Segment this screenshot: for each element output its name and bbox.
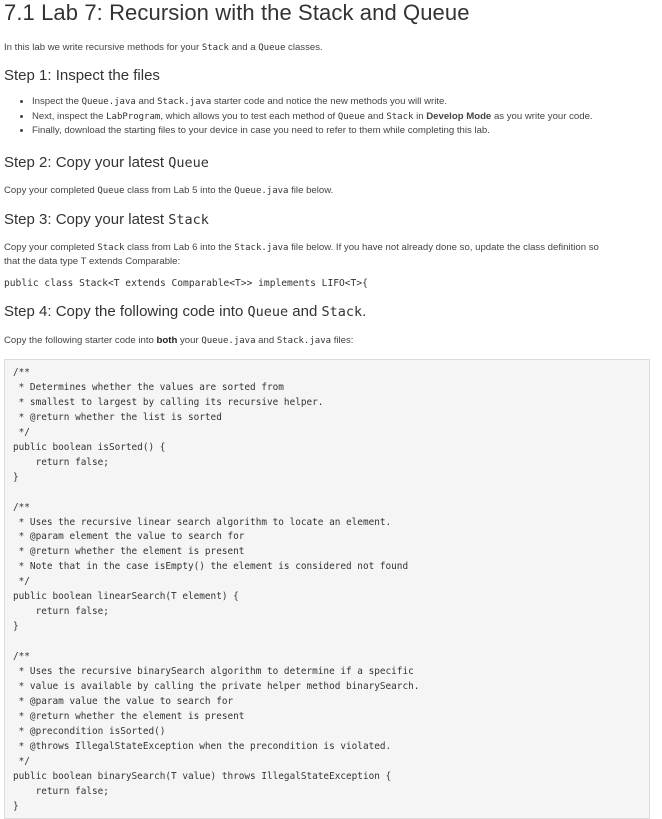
step1-bullet-3: [32, 124, 593, 139]
intro-text-c: classes.: [285, 42, 323, 53]
step2-heading-code: Queue: [168, 155, 209, 171]
code-line: * Note that in the case isEmpty() the element is considered not found: [13, 561, 409, 573]
code-line: */: [13, 576, 30, 588]
code-line: */: [13, 755, 30, 767]
code-line: * @param value the value to search for: [13, 695, 234, 707]
bullet2-text-e: as you write your code.: [491, 110, 593, 122]
intro-code-stack: Stack: [201, 43, 229, 53]
step3-text-a: Copy your completed: [4, 242, 98, 253]
step2-text-a: Copy your completed: [4, 185, 98, 196]
step3-code-stack-java: Stack.java: [234, 243, 289, 253]
step3-heading-code: Stack: [168, 212, 209, 228]
intro-text-b: and a: [228, 42, 259, 53]
code-line: * value is available by calling the private helper method binarySearch.: [13, 681, 420, 693]
step1-list: [14, 95, 593, 139]
bullet2-code-queue: Queue: [337, 111, 365, 122]
bullet2-develop-mode: Develop Mode: [426, 110, 492, 122]
bullet1-code-queue-java: Queue.java: [81, 97, 136, 107]
step2-heading: [4, 154, 209, 171]
step3-heading: [4, 211, 209, 228]
step2-code-queue-java: Queue.java: [234, 186, 289, 196]
step4-bold-both: both: [156, 335, 178, 346]
step4-heading-code-stack: Stack: [321, 304, 363, 320]
code-line: public boolean isSorted() {: [13, 441, 166, 453]
step4-heading-text2: and: [288, 303, 322, 320]
code-line: /**: [13, 501, 30, 513]
code-line: return false;: [13, 785, 109, 797]
step4-code-queue-java: Queue.java: [201, 336, 256, 346]
step4-paragraph: [4, 335, 353, 346]
step3-heading-text: Step 3: Copy your latest: [4, 211, 169, 228]
bullet2-text-d: in: [413, 110, 427, 122]
code-line: * Uses the recursive binarySearch algorithm to determine if a specific: [13, 666, 414, 678]
code-line: }: [13, 621, 19, 633]
code-line: * Determines whether the values are sorted from: [13, 381, 284, 393]
step2-code-queue: Queue: [97, 186, 125, 196]
code-line: return false;: [13, 606, 109, 618]
code-line: */: [13, 426, 30, 438]
bullet1-text-c: starter code and notice the new methods you will write.: [211, 96, 448, 107]
bullet2-text-a: Next, inspect the: [32, 110, 107, 122]
step1-bullet-1: [32, 95, 593, 110]
step4-text-d: files:: [331, 335, 354, 346]
code-line: * @return whether the element is present: [13, 546, 245, 558]
step4-code-stack-java: Stack.java: [276, 336, 332, 346]
step2-paragraph: [4, 185, 333, 196]
class-definition-code: public class Stack<T extends Comparable<T>> implements LIFO<T>{: [4, 278, 368, 289]
bullet2-text-b: , which allows you to test each method of: [160, 110, 338, 122]
step3-text-c: file below. If you have not already done so, update the class definition so: [288, 242, 599, 253]
starter-code-block[interactable]: [4, 359, 650, 819]
bullet3-text: Finally, download the starting files to your device in case you need to refer to them while completing this lab.: [32, 125, 490, 136]
intro-code-queue: Queue: [258, 43, 286, 53]
code-line: * Uses the recursive linear search algorithm to locate an element.: [13, 516, 392, 528]
step4-heading: [4, 303, 366, 320]
code-line: public boolean binarySearch(T value) throws IllegalStateException {: [13, 770, 392, 782]
code-line: }: [13, 471, 19, 483]
code-line: * @precondition isSorted(): [13, 725, 166, 737]
step4-heading-text3: .: [362, 303, 367, 320]
step4-text-b: your: [177, 335, 202, 346]
step4-heading-code-queue: Queue: [247, 304, 289, 320]
step4-heading-text1: Step 4: Copy the following code into: [4, 303, 248, 320]
bullet2-text-c: and: [364, 110, 387, 122]
bullet1-text-b: and: [135, 96, 158, 107]
code-line: * @param element the value to search for: [13, 531, 245, 543]
bullet1-text-a: Inspect the: [32, 96, 82, 107]
code-line: /**: [13, 367, 30, 378]
step3-paragraph-line1: [4, 242, 599, 253]
step2-heading-text: Step 2: Copy your latest: [4, 154, 169, 171]
step4-text-a: Copy the following starter code into: [4, 335, 157, 346]
step3-paragraph-line2: that the data type T extends Comparable:: [4, 256, 181, 267]
step3-text-b: class from Lab 6 into the: [124, 242, 235, 253]
code-line: * @return whether the element is present: [13, 710, 245, 722]
step1-heading: Step 1: Inspect the files: [4, 67, 160, 84]
bullet2-code-stack: Stack: [386, 111, 414, 122]
code-line: return false;: [13, 456, 109, 468]
step1-bullet-2: [32, 110, 593, 125]
bullet1-code-stack-java: Stack.java: [157, 97, 212, 107]
code-line: public boolean linearSearch(T element) {: [13, 591, 239, 603]
step2-text-b: class from Lab 5 into the: [124, 185, 235, 196]
code-line: * @return whether the list is sorted: [13, 411, 222, 423]
intro-paragraph: [4, 42, 323, 53]
bullet2-code-labprogram: LabProgram: [106, 111, 161, 122]
code-line: /**: [13, 651, 30, 663]
intro-text-a: In this lab we write recursive methods for your: [4, 42, 202, 53]
code-line: * smallest to largest by calling its recursive helper.: [13, 396, 324, 408]
code-line: * @throws IllegalStateException when the precondition is violated.: [13, 740, 392, 752]
page-title: 7.1 Lab 7: Recursion with the Stack and Queue: [4, 0, 470, 25]
starter-code: [5, 360, 649, 815]
step2-text-c: file below.: [288, 185, 334, 196]
step3-code-stack: Stack: [97, 243, 125, 253]
code-line: }: [13, 800, 19, 812]
step4-text-c: and: [255, 335, 277, 346]
